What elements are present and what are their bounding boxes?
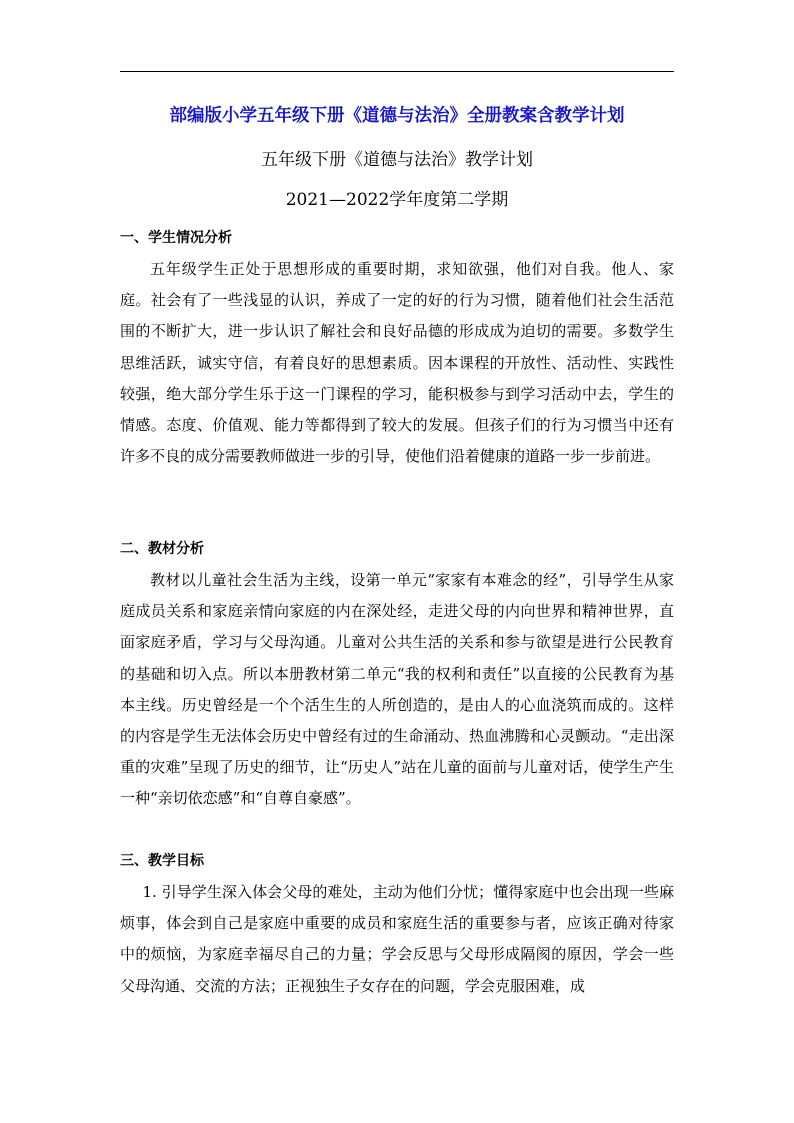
section-textbook-analysis	[120, 536, 674, 815]
plan-title: 五年级下册《道德与法治》教学计划	[261, 150, 533, 170]
section-paragraph: 五年级学生正处于思想形成的重要时期，求知欲强，他们对自我。他人、家庭。社会有了一些浅显的认识，养成了一定的好的行为习惯，随着他们社会生活范围的不断扩大，进一步认识了解社会和良好品德的形成成为迫切的需要。多数学生思维活跃，诚实守信，有着良好的思想素质。因本课程的开放性、活动性、实践性较强，绝大部分学生乐于这一门课程的学习，能积极参与到学习活动中去，学生的情感。态度、价值观、能力等都得到了较大的发展。但孩子们的行为习惯当中还有许多不良的成分需要教师做进一步的引导，使他们沿着健康的道路一步一步前进。	[120, 260, 674, 466]
section-heading: 一、学生情况分析	[120, 230, 232, 246]
section-teaching-goals	[120, 848, 674, 1002]
term-label: 2021—2022学年度第二学期	[285, 190, 509, 210]
document-title: 部编版小学五年级下册《道德与法治》全册教案含教学计划	[169, 106, 625, 126]
section-heading: 二、教材分析	[120, 541, 204, 557]
header-rule	[120, 71, 674, 72]
section-paragraph: 教材以儿童社会生活为主线，设第一单元“家家有本难念的经”，引导学生从家庭成员关系和家庭亲情向家庭的内在深处经，走进父母的内向世界和精神世界，直面家庭矛盾，学习与父母沟通。儿童对公共生活的关系和参与欲望是进行公民教育的基础和切入点。所以本册教材第二单元“我的权利和责任”以直接的公民教育为基本主线。历史曾经是一个个活生生的人所创造的，是由人的心血浇筑而成的。这样的内容是学生无法体会历史中曾经有过的生命涌动、热血沸腾和心灵颤动。“走出深重的灾难”呈现了历史的细节，让“历史人”站在儿童的面前与儿童对话，使学生产生一种“亲切依恋感”和“自尊自豪感”。	[120, 571, 674, 808]
section-heading: 三、教学目标	[120, 853, 204, 869]
goal-item: 1. 引导学生深入体会父母的难处，主动为他们分忧；懂得家庭中也会出现一些麻烦事，体会到自己是家庭中重要的成员和家庭生活的重要参与者，应该正确对待家中的烦恼，为家庭幸福尽自己的力量；学会反思与父母形成隔阂的原因，学会一些父母沟通、交流的方法；正视独生子女存在的问题，学会克服困难，成	[120, 883, 674, 995]
section-student-analysis	[120, 225, 674, 472]
